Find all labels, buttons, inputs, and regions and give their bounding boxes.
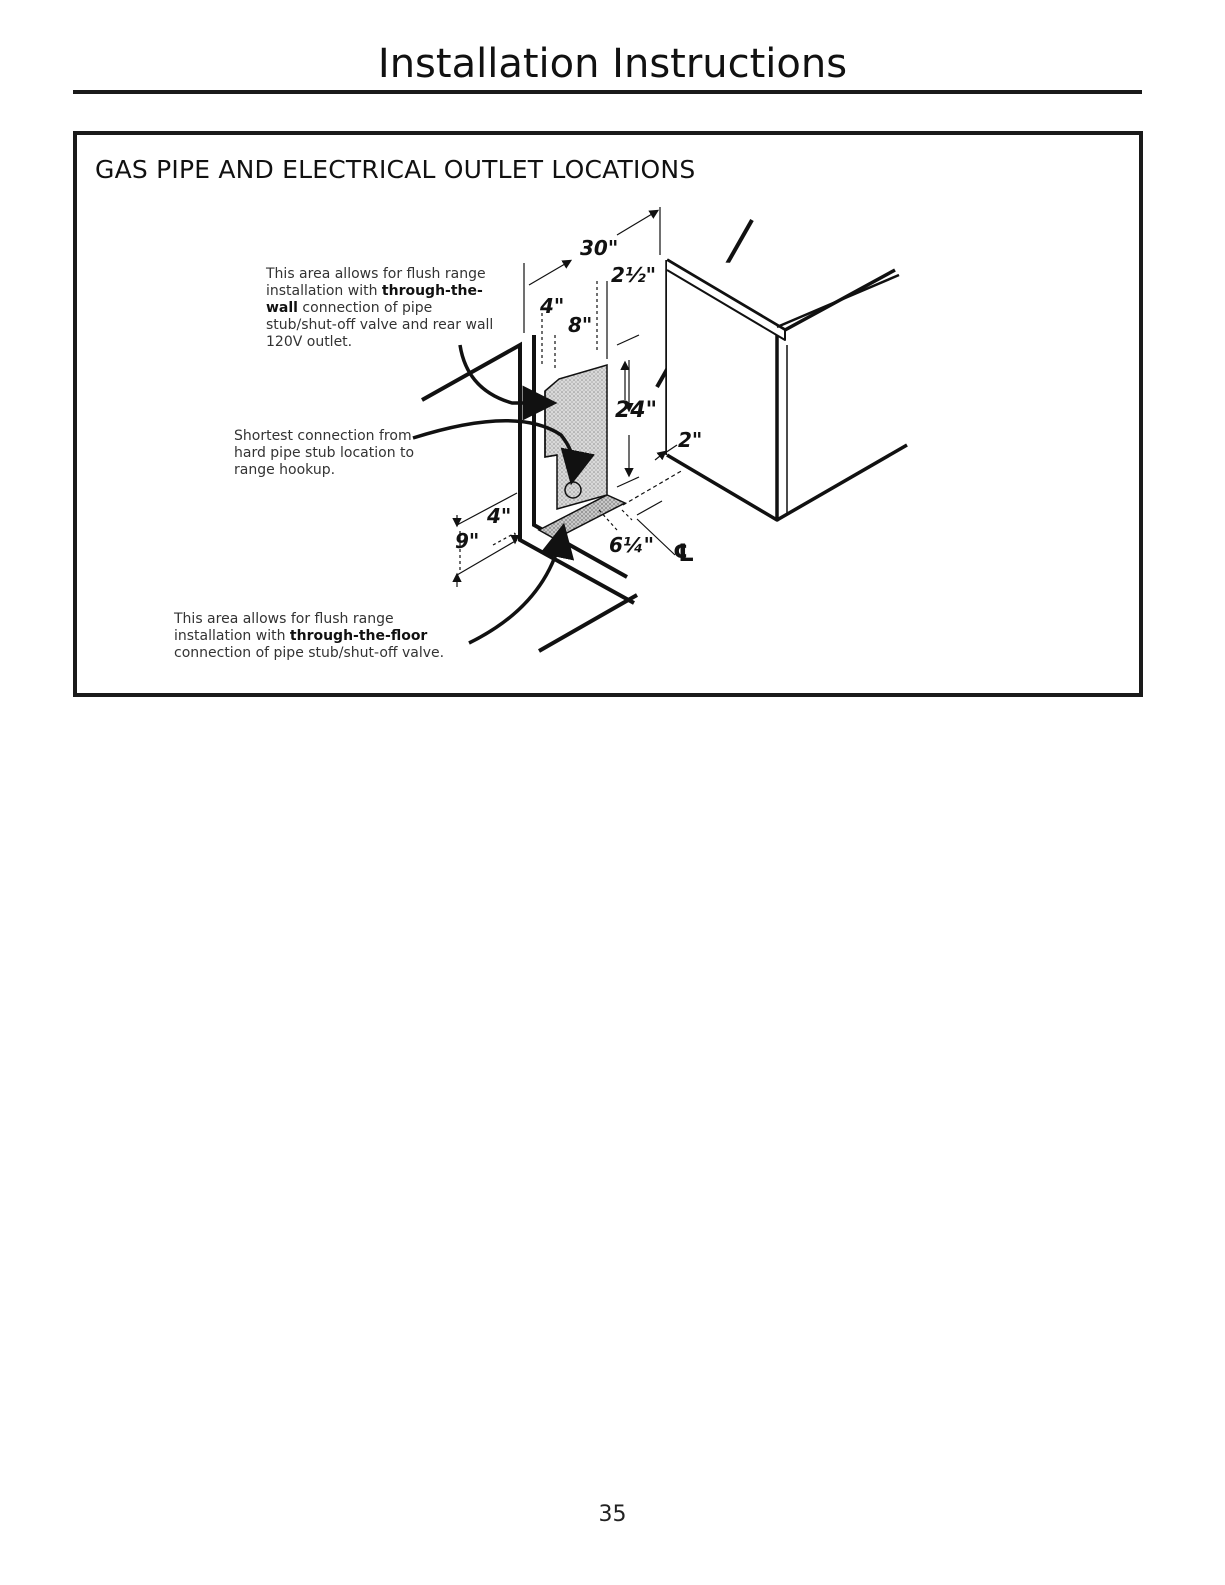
dimension-label: 9" [455,529,480,553]
floor-note-text: This area allows for flush range installation with [174,611,394,644]
centerline-symbol: ℄ [673,539,695,567]
page-title: Installation Instructions [377,41,848,87]
dimension-label: 6¼" [609,533,655,557]
installation-diagram [77,135,1139,693]
floor-note-emphasis: through-the-floor [289,628,428,644]
wall-connection-zone [545,365,607,509]
title-divider [73,90,1142,94]
section-heading: GAS PIPE AND ELECTRICAL OUTLET LOCATIONS [95,155,696,184]
range-cabinet [667,260,907,520]
page-number: 35 [598,1502,627,1527]
floor-note-text: connection of pipe stub/shut-off valve. [174,645,445,661]
wall-note-text: This area allows for flush range installation with [266,266,486,299]
dimension-label: 2½" [611,263,657,287]
dimension-label: 8" [568,313,593,337]
dimension-label: 2" [678,428,703,452]
floor-connection-note [174,611,474,662]
dimension-label: 4" [487,504,512,528]
wall-note-emphasis: through-the-wall [266,283,483,316]
wall-note-text: connection of pipe stub/shut-off valve and rear wall 120V outlet. [266,300,494,350]
dimension-label: 4" [540,294,565,318]
pipe-connection-note: Shortest connection from hard pipe stub location to range hookup. [234,428,415,478]
diagram-panel [73,131,1143,697]
wall-connection-note [266,266,506,351]
dimension-label: 24" [615,398,658,423]
dimension-label: 30" [580,236,619,260]
